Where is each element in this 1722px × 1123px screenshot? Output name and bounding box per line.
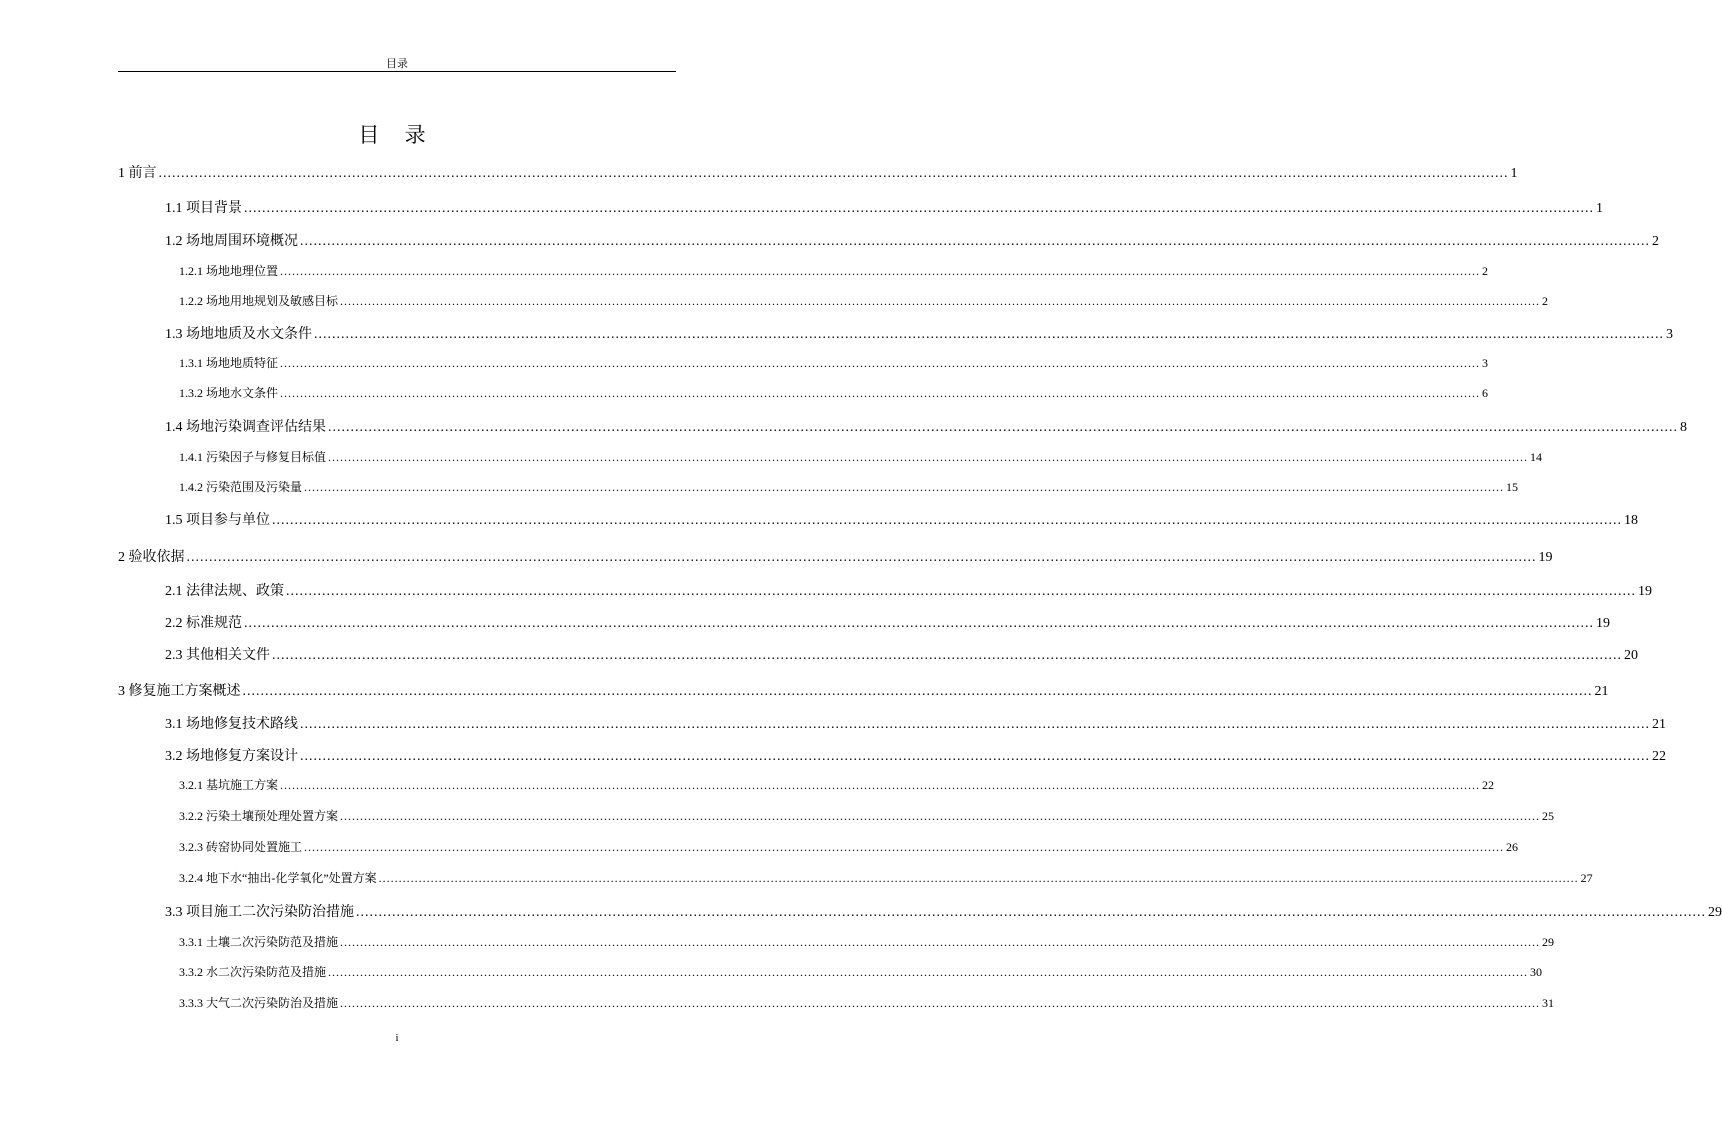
toc-entry[interactable] xyxy=(165,416,1687,436)
toc-entry[interactable] xyxy=(118,680,1609,700)
header-rule xyxy=(118,71,676,72)
toc-entry-page: 27 xyxy=(1580,871,1593,885)
toc-entry-label: 1 前言 xyxy=(118,166,157,181)
toc-entry-label: 3.3.2 水二次污染防范及措施 xyxy=(179,965,327,979)
toc-dot-leader: ............................................................................................................................................................................................................................................................................................................ xyxy=(340,809,1541,823)
toc-entry[interactable] xyxy=(165,580,1652,600)
toc-entry[interactable] xyxy=(118,546,1553,566)
toc-dot-leader: ............................................................................................................................................................................................................................................................................................................ xyxy=(340,294,1541,308)
toc-entry-label: 1.3.2 场地水文条件 xyxy=(179,386,279,400)
toc-entry[interactable] xyxy=(165,509,1638,529)
toc-entry-page: 3 xyxy=(1666,327,1673,342)
toc-entry-page: 1 xyxy=(1510,166,1518,181)
toc-dot-leader: ............................................................................................................................................................................................................................................................................................................ xyxy=(244,616,1594,631)
toc-entry-page: 22 xyxy=(1652,749,1666,764)
toc-entry-label: 1.4.2 污染范围及污染量 xyxy=(179,480,303,494)
toc-entry-page: 21 xyxy=(1594,684,1609,699)
toc-dot-leader: ............................................................................................................................................................................................................................................................................................................ xyxy=(242,684,1593,699)
toc-entry-page: 31 xyxy=(1542,996,1555,1010)
toc-entry-page: 14 xyxy=(1530,450,1543,464)
toc-entry-page: 2 xyxy=(1652,234,1659,249)
toc-dot-leader: ............................................................................................................................................................................................................................................................................................................ xyxy=(304,840,1505,854)
toc-title: 目 录 xyxy=(358,123,436,147)
toc-dot-leader: ............................................................................................................................................................................................................................................................................................................ xyxy=(304,480,1505,494)
toc-entry[interactable] xyxy=(165,612,1610,632)
toc-entry-page: 19 xyxy=(1638,584,1652,599)
toc-entry-page: 26 xyxy=(1506,840,1519,854)
toc-entry[interactable] xyxy=(165,713,1666,733)
toc-entry-page: 2 xyxy=(1482,264,1489,278)
toc-dot-leader: ............................................................................................................................................................................................................................................................................................................ xyxy=(328,450,1529,464)
toc-entry-label: 1.2.1 场地地理位置 xyxy=(179,264,279,278)
toc-entry-page: 29 xyxy=(1542,935,1555,949)
toc-entry[interactable] xyxy=(179,933,1555,950)
toc-entry[interactable] xyxy=(179,478,1519,495)
toc-dot-leader: ............................................................................................................................................................................................................................................................................................................ xyxy=(286,584,1636,599)
toc-entry-label: 2.3 其他相关文件 xyxy=(165,648,270,663)
toc-dot-leader: ............................................................................................................................................................................................................................................................................................................ xyxy=(272,648,1622,663)
toc-entry[interactable] xyxy=(165,644,1638,664)
toc-entry-page: 6 xyxy=(1482,386,1489,400)
toc-entry[interactable] xyxy=(179,838,1519,855)
toc-entry-label: 1.4.1 污染因子与修复目标值 xyxy=(179,450,327,464)
toc-entry-page: 29 xyxy=(1708,905,1722,920)
toc-dot-leader: ............................................................................................................................................................................................................................................................................................................ xyxy=(340,996,1541,1010)
page-number: i xyxy=(395,1032,399,1044)
toc-dot-leader: ............................................................................................................................................................................................................................................................................................................ xyxy=(158,166,1509,181)
toc-entry-label: 3.2 场地修复方案设计 xyxy=(165,749,298,764)
toc-entry-page: 8 xyxy=(1680,420,1687,435)
toc-entry-page: 25 xyxy=(1542,809,1555,823)
toc-entry-page: 3 xyxy=(1482,356,1489,370)
toc-entry-label: 3.2.1 基坑施工方案 xyxy=(179,778,279,792)
toc-dot-leader: ............................................................................................................................................................................................................................................................................................................ xyxy=(280,778,1481,792)
toc-dot-leader: ............................................................................................................................................................................................................................................................................................................ xyxy=(280,264,1481,278)
toc-dot-leader: ............................................................................................................................................................................................................................................................................................................ xyxy=(186,550,1537,565)
toc-entry-page: 2 xyxy=(1542,294,1549,308)
toc-entry-label: 1.5 项目参与单位 xyxy=(165,513,270,528)
toc-entry[interactable] xyxy=(179,448,1543,465)
toc-entry-label: 3.2.2 污染土壤预处理处置方案 xyxy=(179,809,339,823)
toc-entry[interactable] xyxy=(165,745,1666,765)
toc-entry-page: 19 xyxy=(1596,616,1610,631)
toc-entry-label: 3.3.3 大气二次污染防治及措施 xyxy=(179,996,339,1010)
toc-entry-page: 30 xyxy=(1530,965,1543,979)
toc-entry-label: 1.1 项目背景 xyxy=(165,201,242,216)
toc-entry-label: 1.2 场地周围环境概况 xyxy=(165,234,298,249)
toc-entry[interactable] xyxy=(165,230,1659,250)
toc-entry[interactable] xyxy=(179,384,1489,401)
toc-entry-label: 2.1 法律法规、政策 xyxy=(165,584,284,599)
toc-entry[interactable] xyxy=(179,262,1489,279)
toc-entry-page: 20 xyxy=(1624,648,1638,663)
toc-entry[interactable] xyxy=(179,776,1495,793)
toc-entry-label: 1.4 场地污染调查评估结果 xyxy=(165,420,326,435)
toc-entry-label: 3 修复施工方案概述 xyxy=(118,684,241,699)
toc-entry-label: 3.3.1 土壤二次污染防范及措施 xyxy=(179,935,339,949)
toc-entry-page: 1 xyxy=(1596,201,1603,216)
running-header: 目录 xyxy=(386,58,408,70)
toc-entry-label: 3.1 场地修复技术路线 xyxy=(165,717,298,732)
toc-dot-leader: ............................................................................................................................................................................................................................................................................................................ xyxy=(300,749,1650,764)
toc-dot-leader: ............................................................................................................................................................................................................................................................................................................ xyxy=(356,905,1706,920)
toc-entry[interactable] xyxy=(118,162,1518,182)
toc-entry-page: 22 xyxy=(1482,778,1495,792)
toc-entry-page: 18 xyxy=(1624,513,1638,528)
toc-entry[interactable] xyxy=(179,994,1555,1011)
toc-entry[interactable] xyxy=(165,323,1673,343)
toc-dot-leader: ............................................................................................................................................................................................................................................................................................................ xyxy=(314,327,1664,342)
toc-entry-page: 19 xyxy=(1538,550,1553,565)
toc-entry[interactable] xyxy=(179,869,1593,886)
toc-entry-label: 3.3 项目施工二次污染防治措施 xyxy=(165,905,354,920)
toc-entry-label: 1.3.1 场地地质特征 xyxy=(179,356,279,370)
toc-entry-label: 2 验收依据 xyxy=(118,550,185,565)
toc-dot-leader: ............................................................................................................................................................................................................................................................................................................ xyxy=(272,513,1622,528)
toc-entry-label: 1.2.2 场地用地规划及敏感目标 xyxy=(179,294,339,308)
toc-entry[interactable] xyxy=(165,197,1603,217)
toc-dot-leader: ............................................................................................................................................................................................................................................................................................................ xyxy=(280,356,1481,370)
toc-dot-leader: ............................................................................................................................................................................................................................................................................................................ xyxy=(328,965,1529,979)
toc-dot-leader: ............................................................................................................................................................................................................................................................................................................ xyxy=(300,234,1650,249)
toc-entry[interactable] xyxy=(179,963,1543,980)
toc-entry-label: 1.3 场地地质及水文条件 xyxy=(165,327,312,342)
toc-dot-leader: ............................................................................................................................................................................................................................................................................................................ xyxy=(244,201,1594,216)
toc-entry-label: 2.2 标准规范 xyxy=(165,616,242,631)
toc-entry[interactable] xyxy=(179,354,1489,371)
toc-dot-leader: ............................................................................................................................................................................................................................................................................................................ xyxy=(340,935,1541,949)
toc-entry[interactable] xyxy=(179,292,1549,309)
toc-entry-label: 3.2.4 地下水“抽出-化学氧化”处置方案 xyxy=(179,871,377,885)
toc-entry[interactable] xyxy=(179,807,1555,824)
toc-dot-leader: ............................................................................................................................................................................................................................................................................................................ xyxy=(280,386,1481,400)
toc-dot-leader: ............................................................................................................................................................................................................................................................................................................ xyxy=(300,717,1650,732)
toc-entry[interactable] xyxy=(165,901,1722,921)
toc-dot-leader: ............................................................................................................................................................................................................................................................................................................ xyxy=(328,420,1678,435)
toc-entry-page: 15 xyxy=(1506,480,1519,494)
toc-dot-leader: ............................................................................................................................................................................................................................................................................................................ xyxy=(378,871,1579,885)
toc-entry-label: 3.2.3 砖窑协同处置施工 xyxy=(179,840,303,854)
toc-entry-page: 21 xyxy=(1652,717,1666,732)
